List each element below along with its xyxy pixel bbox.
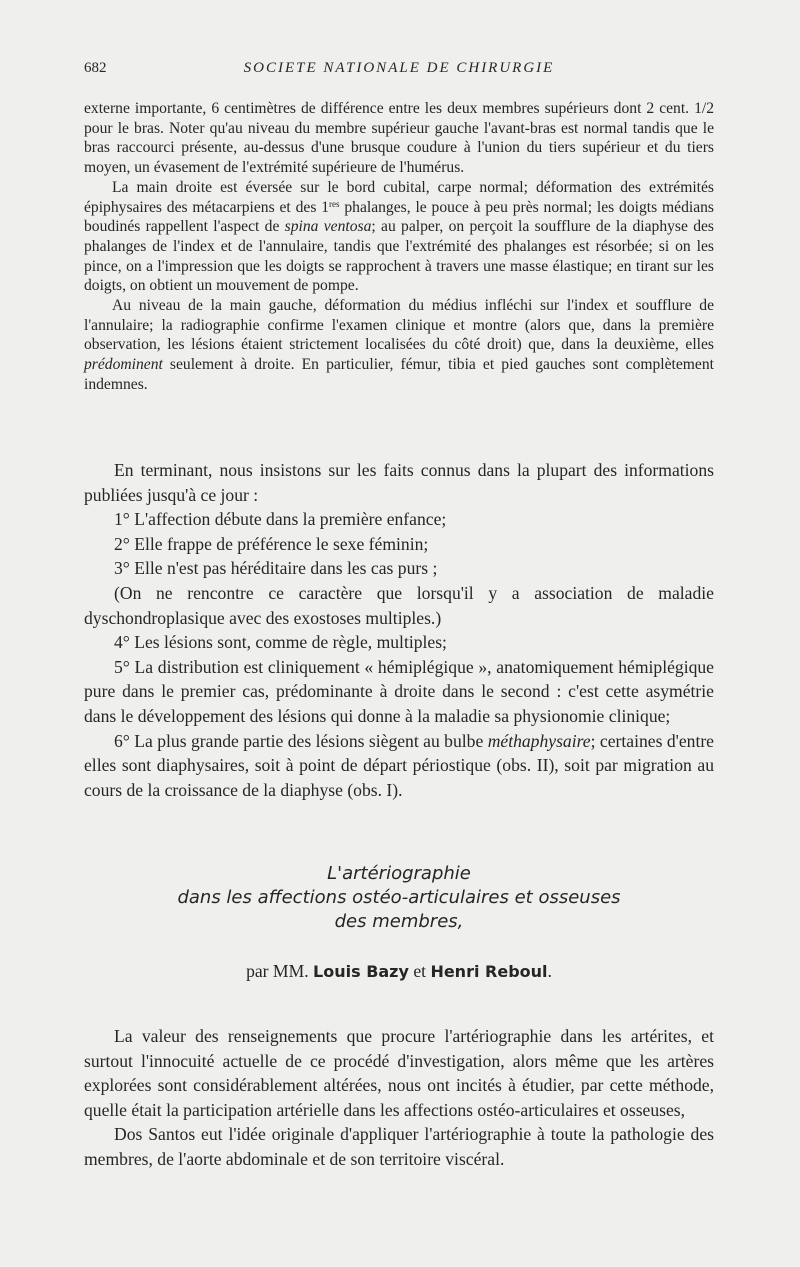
case-description [84, 99, 714, 395]
author-name: Henri Reboul [430, 962, 548, 981]
page-header [84, 60, 714, 82]
list-item: 4° Les lésions sont, comme de règle, multiples; [114, 632, 447, 653]
list-item: 3° Elle n'est pas héréditaire dans les cas purs ; [114, 558, 438, 579]
article-title [84, 862, 714, 934]
list-item-note: (On ne rencontre ce caractère que lorsqu'il y a association de maladie dyschondroplasique avec des exostoses multiples.) [84, 582, 714, 628]
paragraph: Dos Santos eut l'idée originale d'appliquer l'artériographie à toute la pathologie des membres, de l'aorte abdominale et de son territoire viscéral. [84, 1124, 714, 1169]
paragraph: externe importante, 6 centimètres de différence entre les deux membres supérieurs dont 2 cent. 1/2 pour le bras. Noter qu'au niveau du membre supérieur gauche l'avant-bras est normal tandis que le bras raccourci présente, au-dessus d'une brusque coudure à l'union du tiers supérieur et du tiers moyen, un évasement de l'extrémité supérieure de l'humérus. [84, 100, 714, 177]
paragraph: Au niveau de la main gauche, déformation du médius infléchi sur l'index et soufflure de l'annulaire; la radiographie confirme l'examen clinique et montre (alors que, dans la première observation, les lésions étaient strictement localisées du côté droit) que, dans la deuxième, elles prédominent seulement à droite. En particulier, fémur, tibia et pied gauches sont complètement indemnes. [84, 297, 714, 393]
running-title: SOCIETE NATIONALE DE CHIRURGIE [243, 60, 555, 76]
list-item: 5° La distribution est cliniquement « hémiplégique », anatomiquement hémiplégique pure dans le premier cas, prédominante à droite dans le second : c'est cette asymétrie dans le développement des lésions qui donne à la maladie sa physionomie clinique; [84, 656, 714, 726]
conclusion-intro: En terminant, nous insistons sur les faits connus dans la plupart des informations publiées jusqu'à ce jour : [84, 460, 714, 505]
author-name: Louis Bazy [313, 962, 409, 981]
title-line: des membres, [334, 911, 464, 932]
title-line: dans les affections ostéo-articulaires et osseuses [177, 887, 621, 908]
paragraph: La main droite est éversée sur le bord cubital, carpe normal; déformation des extrémités épiphysaires des métacarpiens et des 1res phalanges, le pouce à peu près normal; les doigts médians boudinés rappellent l'aspect de spina ventosa; au palper, on perçoit la soufflure de la diaphyse des phalanges de l'index et de l'annulaire, tandis que l'extrémité des phalanges est résorbée; si on les pince, on a l'impression que les doigts se rapprochent à travers une masse élastique; en tirant sur les doigts, on obtient un mouvement de pompe. [84, 178, 714, 295]
list-item: 1° L'affection débute dans la première enfance; [114, 509, 447, 530]
conclusion-section [84, 458, 714, 802]
list-item: 6° La plus grande partie des lésions siègent au bulbe méthaphysaire; certaines d'entre elles sont diaphysaires, soit à point de départ périostique (obs. II), soit par migration au cours de la croissance de la diaphyse (obs. I). [84, 730, 714, 800]
paragraph: La valeur des renseignements que procure l'artériographie dans les artérites, et surtout l'innocuité actuelle de ce procédé d'investigation, alors même que les artères explorées sont considérablement altérées, nous ont incités à étudier, par cette méthode, quelle était la participation artérielle dans les affections ostéo-articulaires et osseuses, [84, 1026, 714, 1120]
article-body [84, 1024, 714, 1172]
title-line: L'artériographie [327, 863, 471, 884]
list-item: 2° Elle frappe de préférence le sexe féminin; [114, 533, 429, 554]
article-authors: par MM. Louis Bazy et Henri Reboul. [246, 961, 552, 981]
page-number: 682 [84, 60, 107, 76]
